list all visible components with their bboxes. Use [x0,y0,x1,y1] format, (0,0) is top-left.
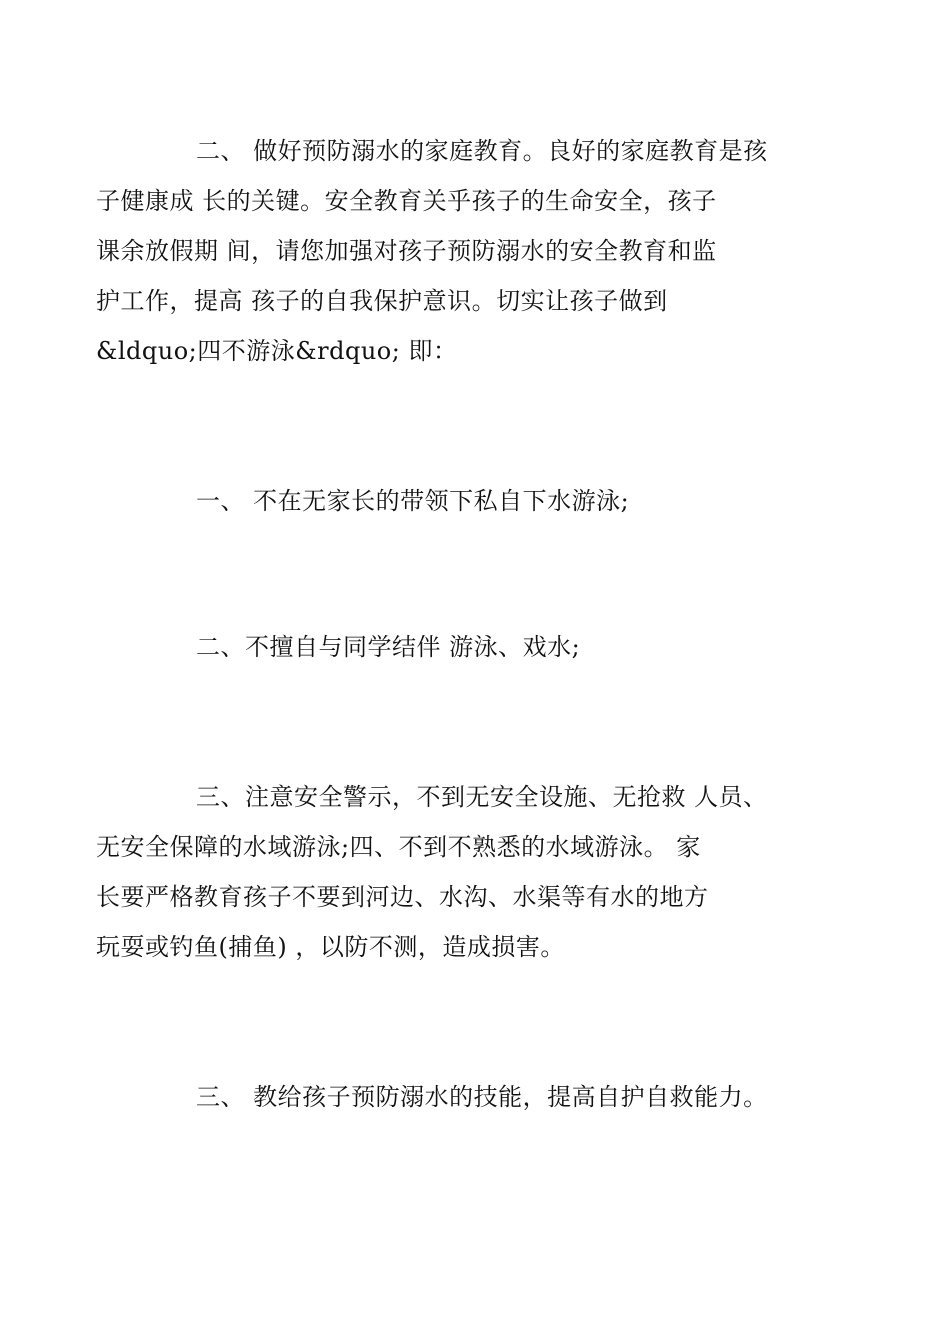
paragraph-line: 玩耍或钓鱼(捕鱼) ，以防不测，造成损害。 [96,933,565,961]
paragraph-line: 子健康成 长的关键。安全教育关乎孩子的生命安全，孩子 [96,187,717,215]
paragraph-line: 一、 不在无家长的带领下私自下水游泳; [196,487,630,515]
paragraph-line: 长要严格教育孩子不要到河边、水沟、水渠等有水的地方 [96,883,709,911]
paragraph-rule-three-four [96,772,810,972]
paragraph-skills [146,1072,810,1122]
paragraph-rule-two [146,622,810,672]
paragraph-line: 三、 教给孩子预防溺水的技能，提高自护自救能力。 [196,1083,768,1111]
paragraph-line: 课余放假期 间，请您加强对孩子预防溺水的安全教育和监 [96,237,717,265]
paragraph-line: 护工作，提高 孩子的自我保护意识。切实让孩子做到 [96,287,668,315]
paragraph-line: 三、注意安全警示，不到无安全设施、无抢救 人员、 [196,783,768,811]
paragraph-family-education [96,126,810,376]
paragraph-rule-one [146,476,810,526]
paragraph-line: &ldquo;四不游泳&rdquo; 即： [96,337,458,365]
paragraph-line: 二、 做好预防溺水的家庭教育。良好的家庭教育是孩 [196,137,768,165]
paragraph-line: 无安全保障的水域游泳;四、不到不熟悉的水域游泳。 家 [96,833,701,861]
paragraph-line: 二、不擅自与同学结伴 游泳、戏水; [196,633,581,661]
